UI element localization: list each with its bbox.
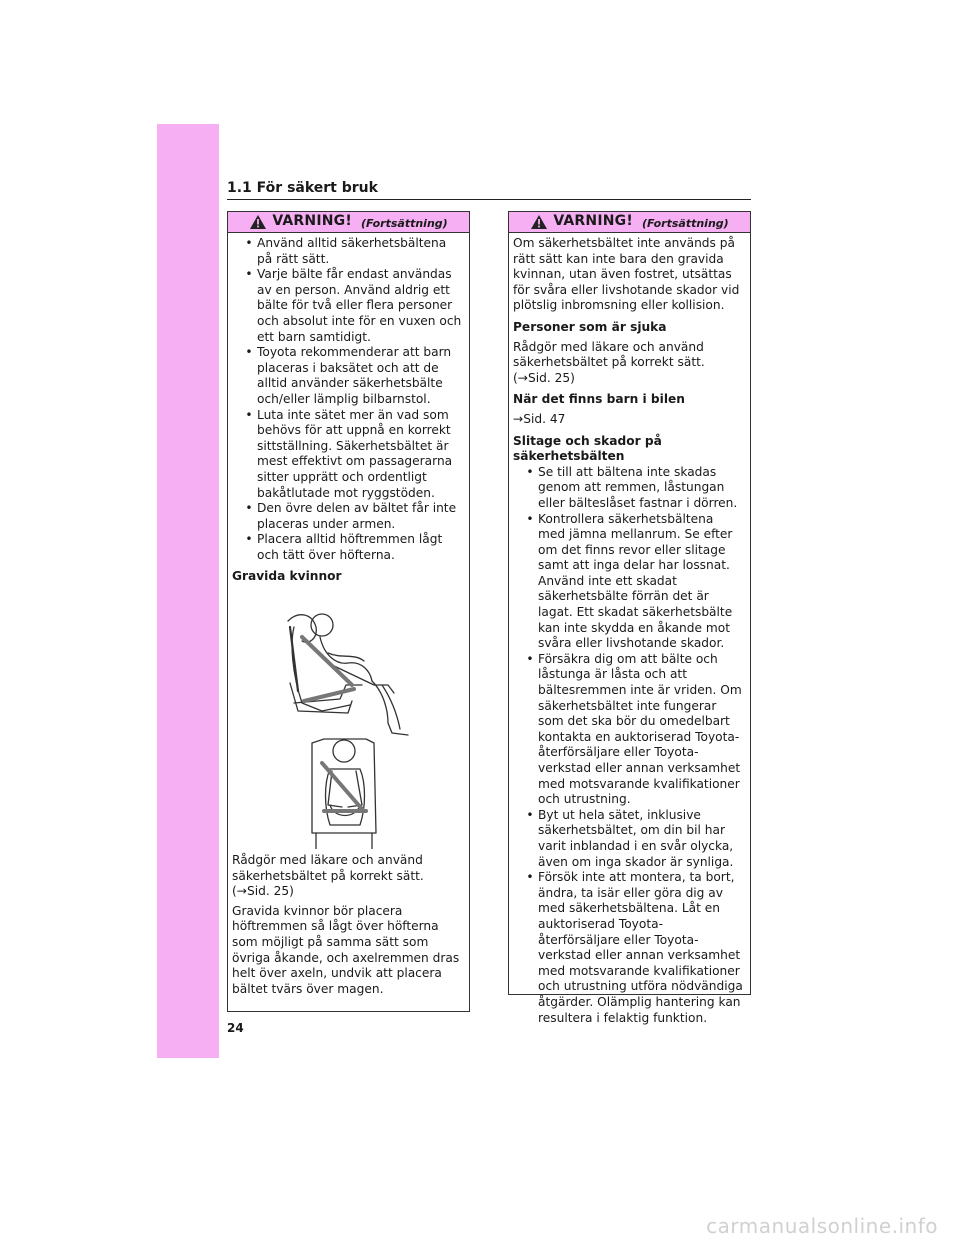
list-item: • Varje bälte får endast användas av en person. Använd aldrig ett bälte för två eller flera personer och absolut inte för en vuxen och ett barn samtidigt. — [232, 267, 463, 345]
intro-paragraph: Om säkerhetsbältet inte används på rätt sätt kan inte bara den gravida kvinnan, utan även fostret, utsättas för svåra eller livshotande skador vid plötslig inbromsning eller kollision. — [513, 236, 740, 313]
page-number: 24 — [227, 1021, 244, 1035]
watermark: carmanualsonline.info — [706, 1214, 938, 1238]
warning-label: VARNING! — [272, 213, 352, 230]
list-item: • Byt ut hela sätet, inklusive säkerhetsbältet, om din bil har varit inblandad i en svår olycka, även om inga skador är synliga. — [513, 808, 744, 870]
warning-triangle-icon — [249, 214, 267, 230]
subhead-wear: Slitage och skador på säkerhetsbälten — [513, 433, 662, 464]
list-item: • Placera alltid höftremmen lågt och tätt över höfterna. — [232, 532, 463, 563]
list-item: • Försök inte att montera, ta bort, ändra, ta isär eller göra dig av med säkerhetsbältena. Låt en auktoriserad Toyota-återförsäljare eller Toyota-verkstad eller annan verksamhet med motsvarande kvalifikationer och utrustning utföra nödvändiga åtgärder. Olämplig hantering kan resultera i felaktig funktion. — [513, 870, 744, 1026]
warning-box-right — [508, 211, 751, 1025]
side-color-tab — [157, 124, 219, 1058]
warning-bullet-list — [232, 236, 463, 563]
continuation-label: (Fortsättning) — [641, 216, 729, 230]
subhead-pregnant: Gravida kvinnor — [232, 569, 342, 584]
children-reference: →Sid. 47 — [513, 411, 566, 426]
section-title: 1.1 För säkert bruk — [227, 180, 378, 196]
list-item: • Den övre delen av bältet får inte placeras under armen. — [232, 501, 463, 532]
warning-header — [509, 212, 750, 233]
list-item: • Luta inte sätet mer än vad som behövs för att uppnå en korrekt sittställning. Säkerhetsbältet är mest effektivt om passagerarna sitter upprätt och ordentligt bakåtlutade mot ryggstöden. — [232, 408, 463, 502]
list-item: • Kontrollera säkerhetsbältena med jämna mellanrum. Se efter om det finns revor eller slitage samt att inga delar har lossnat. Använd inte ett skadat säkerhetsbälte förrän det är lagat. Ett skadat säkerhetsbälte kan inte skydda en åkande mot svåra eller livshotande skador. — [513, 512, 744, 652]
sick-paragraph: Rådgör med läkare och använd säkerhetsbältet på korrekt sätt. (→Sid. 25) — [513, 339, 705, 385]
list-item: • Använd alltid säkerhetsbältena på rätt sätt. — [232, 236, 463, 267]
subhead-children: När det finns barn i bilen — [513, 392, 685, 407]
warning-label: VARNING! — [553, 213, 633, 230]
pregnant-seatbelt-illustration — [232, 593, 463, 849]
continuation-label: (Fortsättning) — [360, 216, 448, 230]
list-item: • Se till att bältena inte skadas genom att remmen, låstungan eller bälteslåset fastnar i dörren. — [513, 465, 744, 512]
section-divider — [227, 199, 751, 200]
wear-bullet-list — [513, 465, 744, 1026]
list-item: • Toyota rekommenderar att barn placeras i baksätet och att de alltid använder säkerhetsbälte och/eller lämplig bilbarnstol. — [232, 345, 463, 407]
subhead-sick: Personer som är sjuka — [513, 319, 667, 334]
pregnant-advice-paragraph-2: Gravida kvinnor bör placera höftremmen så lågt över höfterna som möjligt på samma sätt som övriga åkande, och axelremmen dras helt över axeln, undvik att placera bältet tvärs över magen. — [232, 903, 460, 996]
list-item: • Försäkra dig om att bälte och låstunga är låsta och att bältesremmen inte är vriden. Om säkerhetsbältet inte fungerar som det ska bör du omedelbart kontakta en auktoriserad Toyota-återförsäljare eller Toyota-verkstad eller annan verksamhet med motsvarande kvalifikationer och utrustning. — [513, 652, 744, 808]
warning-box-left — [227, 211, 470, 1012]
pregnant-advice-paragraph-1: Rådgör med läkare och använd säkerhetsbältet på korrekt sätt. (→Sid. 25) — [232, 853, 424, 899]
warning-triangle-icon — [530, 214, 548, 230]
warning-header — [228, 212, 469, 233]
seatbelt-illustration-svg — [232, 593, 463, 849]
